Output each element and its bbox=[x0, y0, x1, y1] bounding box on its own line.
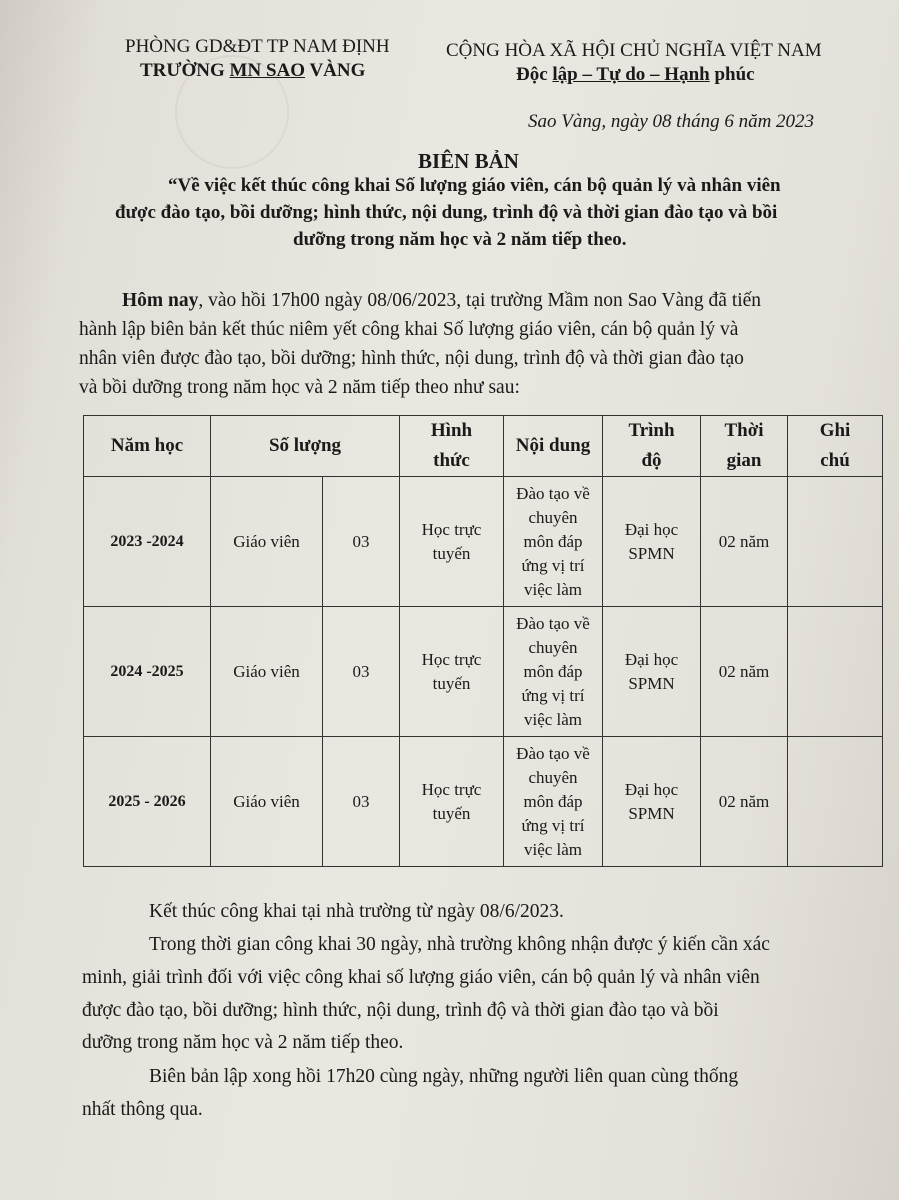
subtitle-line-2: được đào tạo, bồi dưỡng; hình thức, nội dung, trình độ và thời gian đào tạo và bồi bbox=[115, 202, 778, 223]
document-title: BIÊN BẢN bbox=[418, 149, 519, 173]
content-line: việc làm bbox=[523, 839, 583, 859]
header-note-line-2: chú bbox=[820, 450, 850, 471]
cell-count: 03 bbox=[323, 607, 400, 737]
cell-time: 02 năm bbox=[701, 607, 788, 737]
cell-time: 02 năm bbox=[701, 737, 788, 867]
header-level bbox=[603, 416, 701, 477]
cell-content bbox=[504, 737, 603, 867]
header-note-line-1: Ghi bbox=[819, 420, 851, 441]
cell-year: 2024 -2025 bbox=[84, 607, 211, 737]
form-line: Học trực bbox=[421, 649, 482, 669]
table-row bbox=[84, 737, 883, 867]
content-line: môn đáp bbox=[523, 661, 583, 681]
motto-underlined: lập – Tự do – Hạnh bbox=[552, 64, 710, 85]
cell-content bbox=[504, 607, 603, 737]
closing-line-7: nhất thông qua. bbox=[82, 1099, 203, 1120]
school-name-prefix: TRƯỜNG bbox=[140, 60, 230, 81]
content-line: môn đáp bbox=[523, 531, 583, 551]
content-line: môn đáp bbox=[523, 791, 583, 811]
header-level-line-2: độ bbox=[641, 450, 662, 471]
cell-content bbox=[504, 477, 603, 607]
cell-form bbox=[400, 477, 504, 607]
level-line: Đại học bbox=[624, 519, 679, 539]
level-line: SPMN bbox=[628, 803, 675, 823]
content-line: chuyên bbox=[528, 637, 578, 657]
header-form-line-1: Hình bbox=[430, 420, 473, 441]
form-line: Học trực bbox=[421, 779, 482, 799]
level-line: SPMN bbox=[628, 673, 675, 693]
header-quantity: Số lượng bbox=[211, 416, 400, 477]
content-line: Đào tạo về bbox=[516, 743, 590, 763]
content-line: ứng vị trí bbox=[521, 685, 585, 705]
header-note bbox=[788, 416, 883, 477]
header-level-line-1: Trình bbox=[628, 420, 675, 441]
header-time-line-1: Thời bbox=[724, 420, 764, 441]
content-line: ứng vị trí bbox=[521, 815, 585, 835]
closing-line-1: Kết thúc công khai tại nhà trường từ ngày 08/6/2023. bbox=[149, 901, 564, 922]
content-line: Đào tạo về bbox=[516, 483, 590, 503]
header-time-line-2: gian bbox=[726, 450, 762, 471]
cell-level bbox=[603, 477, 701, 607]
cell-note bbox=[788, 477, 883, 607]
national-title: CỘNG HÒA XÃ HỘI CHỦ NGHĨA VIỆT NAM bbox=[446, 40, 822, 61]
level-line: Đại học bbox=[624, 649, 679, 669]
header-content: Nội dung bbox=[504, 416, 603, 477]
closing-line-6: Biên bản lập xong hồi 17h20 cùng ngày, những người liên quan cùng thống bbox=[149, 1066, 739, 1087]
form-line: tuyến bbox=[432, 543, 471, 563]
intro-line-3: nhân viên được đào tạo, bồi dưỡng; hình thức, nội dung, trình độ và thời gian đào tạo bbox=[79, 348, 744, 369]
intro-line-4: và bồi dưỡng trong năm học và 2 năm tiếp theo như sau: bbox=[79, 377, 520, 398]
cell-form bbox=[400, 607, 504, 737]
national-motto bbox=[516, 64, 755, 86]
content-line: Đào tạo về bbox=[516, 613, 590, 633]
closing-line-5: dưỡng trong năm học và 2 năm tiếp theo. bbox=[82, 1032, 404, 1053]
cell-year: 2023 -2024 bbox=[84, 477, 211, 607]
content-line: chuyên bbox=[528, 507, 578, 527]
form-line: tuyến bbox=[432, 803, 471, 823]
form-line: tuyến bbox=[432, 673, 471, 693]
training-table bbox=[83, 415, 883, 867]
intro-lead: Hôm nay bbox=[122, 290, 199, 311]
header-time bbox=[701, 416, 788, 477]
department-name: PHÒNG GD&ĐT TP NAM ĐỊNH bbox=[125, 36, 390, 57]
date-line: Sao Vàng, ngày 08 tháng 6 năm 2023 bbox=[528, 111, 815, 132]
closing-line-3: minh, giải trình đối với việc công khai số lượng giáo viên, cán bộ quản lý và nhân viên bbox=[82, 967, 760, 988]
cell-level bbox=[603, 737, 701, 867]
content-line: việc làm bbox=[523, 709, 583, 729]
form-line: Học trực bbox=[421, 519, 482, 539]
table-header-row bbox=[84, 416, 883, 477]
cell-role: Giáo viên bbox=[211, 607, 323, 737]
cell-role: Giáo viên bbox=[211, 477, 323, 607]
intro-line-2: hành lập biên bản kết thúc niêm yết công khai Số lượng giáo viên, cán bộ quản lý và bbox=[79, 319, 739, 340]
header-year: Năm học bbox=[84, 416, 211, 477]
subtitle-line-3: dưỡng trong năm học và 2 năm tiếp theo. bbox=[293, 229, 627, 250]
cell-level bbox=[603, 607, 701, 737]
cell-time: 02 năm bbox=[701, 477, 788, 607]
subtitle-line-1: “Về việc kết thúc công khai Số lượng giáo viên, cán bộ quản lý và nhân viên bbox=[168, 175, 781, 196]
header-form bbox=[400, 416, 504, 477]
table-row bbox=[84, 477, 883, 607]
intro-line-1 bbox=[122, 290, 761, 312]
school-name bbox=[140, 60, 365, 82]
cell-note bbox=[788, 607, 883, 737]
header-form-line-2: thức bbox=[433, 450, 470, 471]
cell-role: Giáo viên bbox=[211, 737, 323, 867]
school-name-underlined: MN SAO bbox=[229, 60, 306, 81]
cell-count: 03 bbox=[323, 477, 400, 607]
closing-line-4: được đào tạo, bồi dưỡng; hình thức, nội dung, trình độ và thời gian đào tạo và bồi bbox=[82, 1000, 719, 1021]
cell-form bbox=[400, 737, 504, 867]
motto-part-b: phúc bbox=[709, 64, 755, 85]
level-line: SPMN bbox=[628, 543, 675, 563]
content-line: ứng vị trí bbox=[521, 555, 585, 575]
cell-year: 2025 - 2026 bbox=[84, 737, 211, 867]
cell-note bbox=[788, 737, 883, 867]
cell-count: 03 bbox=[323, 737, 400, 867]
motto-part-a: Độc bbox=[516, 64, 553, 85]
level-line: Đại học bbox=[624, 779, 679, 799]
intro-line-1-rest: , vào hồi 17h00 ngày 08/06/2023, tại trường Mầm non Sao Vàng đã tiến bbox=[198, 290, 762, 311]
content-line: việc làm bbox=[523, 579, 583, 599]
school-name-suffix: VÀNG bbox=[305, 60, 366, 81]
table-row bbox=[84, 607, 883, 737]
closing-line-2: Trong thời gian công khai 30 ngày, nhà trường không nhận được ý kiến cần xác bbox=[149, 934, 770, 955]
content-line: chuyên bbox=[528, 767, 578, 787]
